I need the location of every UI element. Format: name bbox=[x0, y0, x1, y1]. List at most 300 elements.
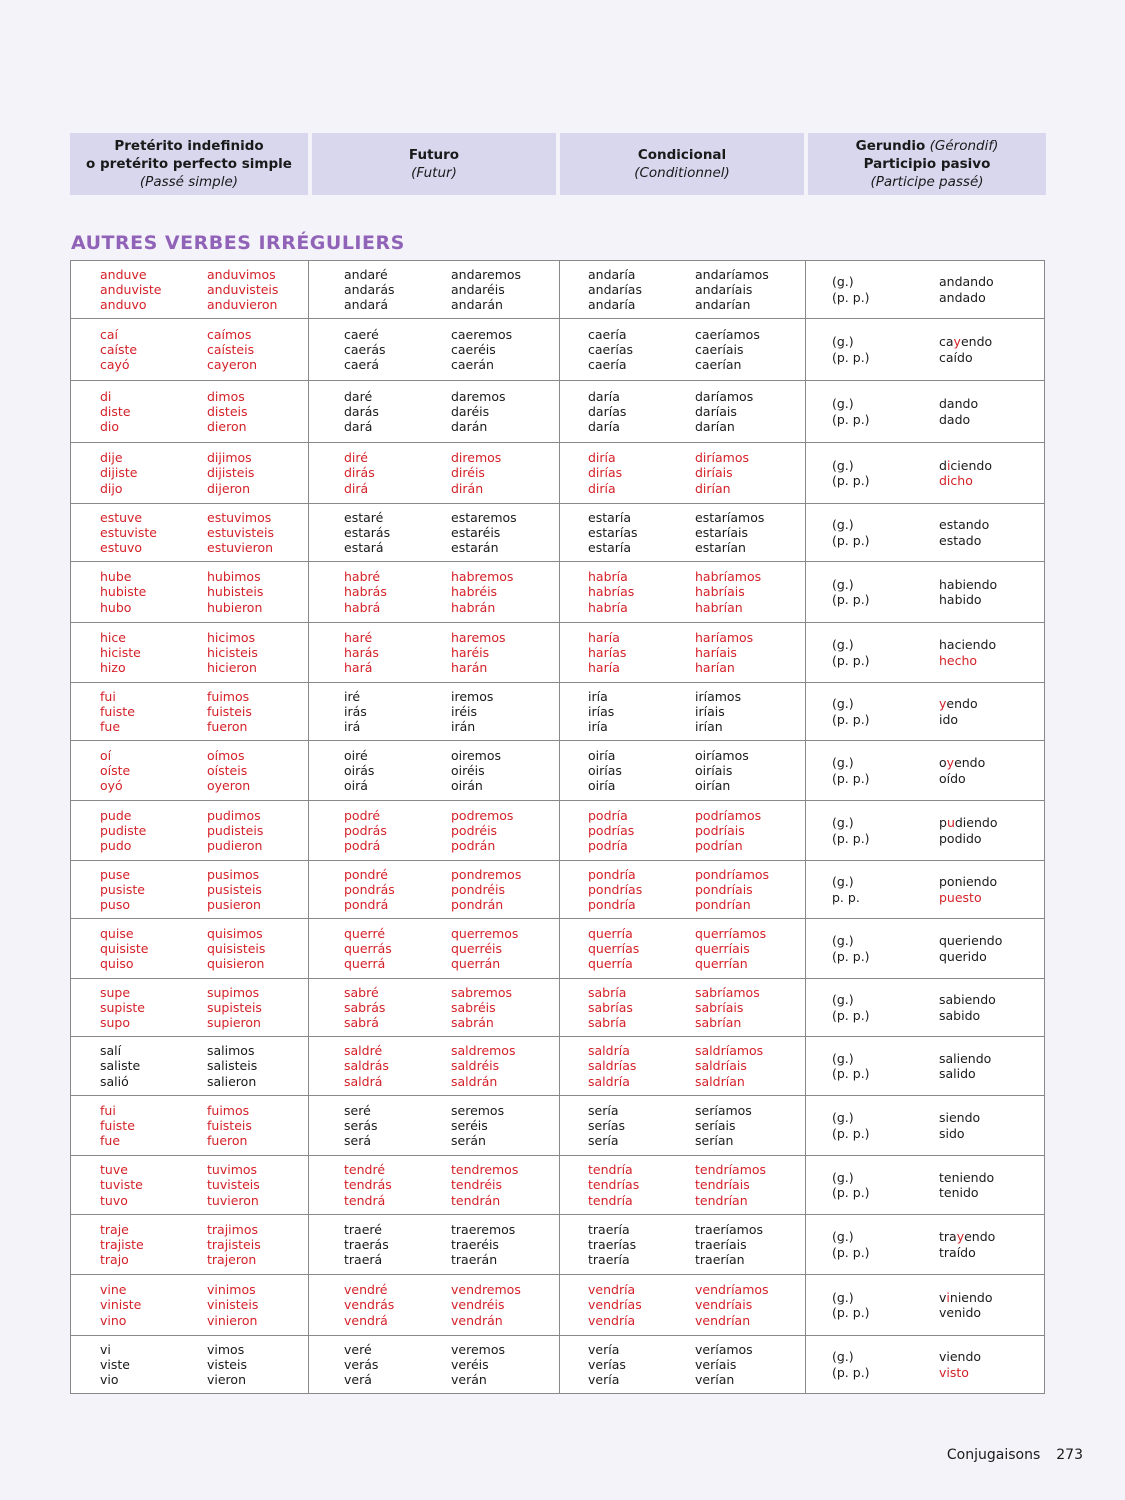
gerundio-form bbox=[939, 1229, 1044, 1244]
conjugated-form: diríais bbox=[695, 465, 733, 481]
conjugated-form: estaremos bbox=[451, 509, 517, 525]
gerundio-participio-cell bbox=[806, 861, 1045, 919]
conjugated-form: caerán bbox=[451, 357, 494, 373]
conjugated-form: daríais bbox=[695, 403, 737, 419]
conjugated-form: oirías bbox=[588, 762, 622, 778]
preterito-cell bbox=[71, 919, 309, 979]
verb-conjugation-table bbox=[70, 260, 1045, 1394]
conjugated-form: seríamos bbox=[695, 1102, 752, 1118]
conjugated-form: pusimos bbox=[207, 866, 260, 882]
conjugated-form: estuvo bbox=[100, 540, 143, 556]
gerundio-form bbox=[939, 458, 1044, 473]
preterito-cell bbox=[71, 443, 309, 504]
header-condicional-line1: Condicional bbox=[637, 147, 727, 163]
conjugated-form: dieron bbox=[207, 419, 247, 435]
conjugated-form: fuisteis bbox=[207, 1117, 252, 1133]
verb-row bbox=[71, 261, 1045, 319]
conjugated-form: estará bbox=[344, 540, 384, 556]
futuro-cell bbox=[309, 1096, 560, 1156]
conjugated-form: traerás bbox=[344, 1236, 389, 1252]
condicional-cell bbox=[560, 443, 806, 504]
conjugated-form: vinimos bbox=[207, 1282, 256, 1298]
gerundio-part: teniendo bbox=[939, 1169, 995, 1185]
gerundio-form bbox=[939, 577, 1044, 592]
conjugated-form: diríamos bbox=[695, 450, 750, 466]
participio-form: habido bbox=[939, 592, 982, 607]
conjugated-form: andaré bbox=[344, 266, 388, 282]
conjugated-form: pondrían bbox=[695, 897, 751, 913]
gerundio-part: haciendo bbox=[939, 637, 997, 653]
conjugated-form: vendríamos bbox=[695, 1282, 769, 1298]
conjugated-form: verá bbox=[344, 1372, 372, 1388]
header-preterito bbox=[70, 133, 308, 195]
gerundio-part: habiendo bbox=[939, 576, 998, 592]
conjugated-form: sabrá bbox=[344, 1015, 379, 1031]
conjugated-form: sabría bbox=[588, 984, 627, 1000]
conjugated-form: viniste bbox=[100, 1297, 142, 1313]
gerundio-participio-cell bbox=[806, 319, 1045, 381]
conjugated-form: verán bbox=[451, 1372, 487, 1388]
gerundio-form bbox=[939, 637, 1044, 652]
futuro-cell bbox=[309, 319, 560, 381]
conjugated-form: vendrán bbox=[451, 1312, 503, 1328]
conjugated-form: fue bbox=[100, 719, 121, 735]
conjugated-form: sabré bbox=[344, 984, 379, 1000]
conjugated-form: iríamos bbox=[695, 688, 742, 704]
verb-row bbox=[71, 919, 1045, 979]
conjugated-form: irán bbox=[451, 719, 476, 735]
participio-label: (p. p.) bbox=[832, 830, 870, 846]
conjugated-form: vinieron bbox=[207, 1312, 258, 1328]
participio-form: podido bbox=[939, 830, 982, 846]
conjugated-form: anduviste bbox=[100, 281, 162, 297]
conjugated-form: diréis bbox=[451, 465, 485, 481]
conjugated-form: supo bbox=[100, 1015, 131, 1031]
conjugated-form: querrán bbox=[451, 956, 501, 972]
conjugated-form: tendré bbox=[344, 1162, 386, 1178]
participio-form: sabido bbox=[939, 1007, 981, 1023]
conjugated-form: sabremos bbox=[451, 984, 512, 1000]
gerundio-participio-cell bbox=[806, 683, 1045, 741]
conjugated-form: pondrás bbox=[344, 881, 395, 897]
gerundio-part: ca bbox=[939, 334, 954, 350]
futuro-cell bbox=[309, 562, 560, 623]
participio-form: estado bbox=[939, 532, 982, 548]
conjugated-form: oiría bbox=[588, 778, 616, 794]
preterito-cell bbox=[71, 801, 309, 861]
conjugated-form: tendremos bbox=[451, 1162, 519, 1178]
gerundio-participio-cell bbox=[806, 261, 1045, 319]
conjugated-form: haríais bbox=[695, 644, 737, 660]
participio-form: querido bbox=[939, 948, 987, 964]
conjugated-form: puse bbox=[100, 866, 131, 882]
conjugated-form: podrían bbox=[695, 838, 743, 854]
gerundio-part: diendo bbox=[954, 815, 998, 831]
conjugated-form: pudimos bbox=[207, 807, 261, 823]
conjugated-form: verás bbox=[344, 1356, 379, 1372]
conjugated-form: habría bbox=[588, 569, 628, 585]
gerundio-part: tra bbox=[939, 1229, 957, 1245]
conjugated-form: oirían bbox=[695, 778, 731, 794]
participio-label: (p. p.) bbox=[832, 711, 870, 727]
preterito-cell bbox=[71, 1215, 309, 1275]
header-gerundio-line1 bbox=[856, 137, 999, 155]
participio-form: dado bbox=[939, 411, 971, 427]
conjugated-form: habríamos bbox=[695, 569, 762, 585]
conjugated-form: pusisteis bbox=[207, 881, 262, 897]
conjugated-form: tendrá bbox=[344, 1192, 386, 1208]
header-futuro-line1: Futuro bbox=[408, 147, 460, 163]
header-gerundio bbox=[808, 133, 1046, 195]
conjugated-form: harás bbox=[344, 644, 379, 660]
condicional-cell bbox=[560, 741, 806, 801]
gerundio-label: (g.) bbox=[832, 576, 854, 592]
table-header bbox=[70, 133, 1046, 195]
participio-form: venido bbox=[939, 1305, 982, 1320]
header-participe-line: (Participe passé) bbox=[870, 174, 984, 190]
gerundio-form bbox=[939, 1051, 1044, 1066]
gerundio-part: ciendo bbox=[950, 457, 992, 473]
conjugated-form: dirías bbox=[588, 465, 623, 481]
conjugated-form: tendrán bbox=[451, 1192, 501, 1208]
gerundio-participio-cell bbox=[806, 381, 1045, 443]
conjugated-form: habremos bbox=[451, 569, 514, 585]
conjugated-form: veremos bbox=[451, 1341, 505, 1357]
conjugated-form: sabrás bbox=[344, 999, 386, 1015]
preterito-cell bbox=[71, 861, 309, 919]
conjugated-form: daréis bbox=[451, 403, 490, 419]
conjugated-form: andaremos bbox=[451, 266, 522, 282]
gerundio-form bbox=[939, 334, 1044, 349]
conjugated-form: saldría bbox=[588, 1043, 630, 1059]
gerundio-label: (g.) bbox=[832, 637, 854, 653]
conjugated-form: haría bbox=[588, 629, 620, 645]
conjugated-form: anduvo bbox=[100, 297, 147, 313]
conjugated-form: caímos bbox=[207, 326, 252, 342]
conjugated-form: quisimos bbox=[207, 925, 263, 941]
conjugated-form: irías bbox=[588, 703, 615, 719]
conjugated-form: querrá bbox=[344, 956, 386, 972]
page-number: 273 bbox=[1056, 1447, 1083, 1463]
condicional-cell bbox=[560, 562, 806, 623]
preterito-cell bbox=[71, 1037, 309, 1096]
participio-label: (p. p.) bbox=[832, 1066, 870, 1081]
verb-row bbox=[71, 1156, 1045, 1215]
conjugated-form: serían bbox=[695, 1133, 734, 1149]
verb-row bbox=[71, 504, 1045, 562]
preterito-cell bbox=[71, 683, 309, 741]
conjugated-form: irás bbox=[344, 703, 367, 719]
conjugated-form: hubiste bbox=[100, 584, 147, 600]
conjugated-form: vendréis bbox=[451, 1297, 505, 1313]
preterito-cell bbox=[71, 1275, 309, 1336]
conjugated-form: oíste bbox=[100, 762, 131, 778]
gerundio-participio-cell bbox=[806, 1275, 1045, 1336]
conjugated-form: habrían bbox=[695, 599, 743, 615]
conjugated-form: tendrías bbox=[588, 1177, 640, 1193]
conjugated-form: daré bbox=[344, 388, 373, 404]
conjugated-form: pudisteis bbox=[207, 822, 264, 838]
conjugated-form: pondré bbox=[344, 866, 388, 882]
gerundio-part: endo bbox=[946, 696, 978, 712]
conjugated-form: dirán bbox=[451, 480, 484, 496]
conjugated-form: dio bbox=[100, 419, 120, 435]
conjugated-form: dije bbox=[100, 450, 123, 466]
conjugated-form: estuvisteis bbox=[207, 524, 274, 540]
conjugated-form: haríamos bbox=[695, 629, 754, 645]
conjugated-form: tuviste bbox=[100, 1177, 143, 1193]
conjugated-form: sabréis bbox=[451, 999, 496, 1015]
conjugated-form: estarían bbox=[695, 540, 746, 556]
gerundio-participio-cell bbox=[806, 979, 1045, 1037]
conjugated-form: traeremos bbox=[451, 1221, 516, 1237]
conjugated-form: habría bbox=[588, 599, 628, 615]
conjugated-form: vendría bbox=[588, 1282, 636, 1298]
conjugated-form: sabría bbox=[588, 1015, 627, 1031]
conjugated-form: oiréis bbox=[451, 762, 485, 778]
preterito-cell bbox=[71, 562, 309, 623]
condicional-cell bbox=[560, 1336, 806, 1394]
preterito-cell bbox=[71, 319, 309, 381]
conjugated-form: seréis bbox=[451, 1117, 488, 1133]
conjugated-form: fuimos bbox=[207, 688, 250, 704]
gerundio-label: (g.) bbox=[832, 755, 854, 771]
participio-form: salido bbox=[939, 1066, 976, 1081]
conjugated-form: salí bbox=[100, 1043, 122, 1059]
conjugated-form: pondría bbox=[588, 866, 636, 882]
gerundio-participio-cell bbox=[806, 504, 1045, 562]
conjugated-form: hubimos bbox=[207, 569, 261, 585]
conjugated-form: quise bbox=[100, 925, 134, 941]
gerundio-form bbox=[939, 396, 1044, 411]
conjugated-form: estarás bbox=[344, 524, 391, 540]
section-title: AUTRES VERBES IRRÉGULIERS bbox=[71, 232, 405, 254]
conjugated-form: dijo bbox=[100, 480, 123, 496]
participio-label: (p. p.) bbox=[832, 1305, 870, 1320]
conjugated-form: iría bbox=[588, 719, 608, 735]
conjugated-form: traerías bbox=[588, 1236, 637, 1252]
gerundio-form bbox=[939, 933, 1044, 948]
condicional-cell bbox=[560, 979, 806, 1037]
verb-row bbox=[71, 1275, 1045, 1336]
conjugated-form: daría bbox=[588, 388, 620, 404]
gerundio-part: y bbox=[956, 1229, 965, 1245]
conjugated-form: hubisteis bbox=[207, 584, 264, 600]
gerundio-label: (g.) bbox=[832, 933, 854, 949]
conjugated-form: supisteis bbox=[207, 999, 262, 1015]
verb-row bbox=[71, 1215, 1045, 1275]
futuro-cell bbox=[309, 861, 560, 919]
conjugated-form: vendremos bbox=[451, 1282, 521, 1298]
conjugated-form: caeremos bbox=[451, 326, 513, 342]
gerundio-form bbox=[939, 755, 1044, 770]
conjugated-form: iremos bbox=[451, 688, 494, 704]
futuro-cell bbox=[309, 1275, 560, 1336]
conjugated-form: querría bbox=[588, 956, 633, 972]
conjugated-form: veréis bbox=[451, 1356, 489, 1372]
conjugated-form: estuviste bbox=[100, 524, 158, 540]
conjugated-form: tendréis bbox=[451, 1177, 502, 1193]
gerundio-label: (g.) bbox=[832, 396, 854, 412]
gerundio-participio-cell bbox=[806, 1096, 1045, 1156]
conjugated-form: trajisteis bbox=[207, 1236, 261, 1252]
conjugated-form: vendré bbox=[344, 1282, 388, 1298]
participio-form: caído bbox=[939, 349, 973, 365]
conjugated-form: pudiste bbox=[100, 822, 147, 838]
conjugated-form: sería bbox=[588, 1133, 619, 1149]
conjugated-form: anduvieron bbox=[207, 297, 278, 313]
participio-label: (p. p.) bbox=[832, 1364, 870, 1380]
verb-row bbox=[71, 801, 1045, 861]
header-preterito-line1: Pretérito indefinido bbox=[114, 138, 264, 154]
conjugated-form: fuiste bbox=[100, 1117, 135, 1133]
futuro-cell bbox=[309, 1215, 560, 1275]
participio-form: tenido bbox=[939, 1185, 979, 1200]
conjugated-form: tendrás bbox=[344, 1177, 392, 1193]
gerundio-part: y bbox=[953, 334, 961, 350]
conjugated-form: sabrías bbox=[588, 999, 633, 1015]
futuro-cell bbox=[309, 381, 560, 443]
conjugated-form: supimos bbox=[207, 984, 260, 1000]
conjugated-form: hubieron bbox=[207, 599, 263, 615]
conjugated-form: dirás bbox=[344, 465, 375, 481]
conjugated-form: podremos bbox=[451, 807, 514, 823]
gerundio-part: i bbox=[946, 1289, 950, 1305]
gerundio-participio-cell bbox=[806, 801, 1045, 861]
conjugated-form: diría bbox=[588, 480, 616, 496]
conjugated-form: supiste bbox=[100, 999, 145, 1015]
conjugated-form: tendrían bbox=[695, 1192, 748, 1208]
conjugated-form: sabríais bbox=[695, 999, 744, 1015]
participio-label: (p. p.) bbox=[832, 532, 870, 548]
conjugated-form: pondremos bbox=[451, 866, 522, 882]
conjugated-form: haréis bbox=[451, 644, 490, 660]
conjugated-form: tendría bbox=[588, 1192, 633, 1208]
participio-label: (p. p.) bbox=[832, 1244, 870, 1260]
conjugated-form: estuvimos bbox=[207, 509, 272, 525]
conjugated-form: iríais bbox=[695, 703, 725, 719]
conjugated-form: querríamos bbox=[695, 925, 767, 941]
conjugated-form: podrías bbox=[588, 822, 635, 838]
conjugated-form: pondréis bbox=[451, 881, 505, 897]
gerundio-label: (g.) bbox=[832, 815, 854, 831]
conjugated-form: tuvimos bbox=[207, 1162, 258, 1178]
conjugated-form: andarías bbox=[588, 281, 642, 297]
conjugated-form: fuimos bbox=[207, 1102, 250, 1118]
participio-form: puesto bbox=[939, 889, 982, 905]
conjugated-form: cayeron bbox=[207, 357, 258, 373]
gerundio-part: u bbox=[946, 815, 955, 831]
participio-form: traído bbox=[939, 1244, 976, 1260]
conjugated-form: caería bbox=[588, 357, 627, 373]
conjugated-form: pude bbox=[100, 807, 132, 823]
conjugated-form: pusiste bbox=[100, 881, 145, 897]
conjugated-form: hiciste bbox=[100, 644, 141, 660]
condicional-cell bbox=[560, 683, 806, 741]
condicional-cell bbox=[560, 1096, 806, 1156]
conjugated-form: oiríamos bbox=[695, 747, 749, 763]
gerundio-part: siendo bbox=[939, 1110, 981, 1126]
conjugated-form: andarás bbox=[344, 281, 395, 297]
conjugated-form: fueron bbox=[207, 719, 248, 735]
gerundio-part: p bbox=[939, 815, 947, 831]
conjugated-form: oiría bbox=[588, 747, 616, 763]
conjugated-form: irá bbox=[344, 719, 361, 735]
gerundio-form bbox=[939, 517, 1044, 532]
conjugated-form: fui bbox=[100, 688, 116, 704]
gerundio-participio-cell bbox=[806, 741, 1045, 801]
conjugated-form: fueron bbox=[207, 1133, 248, 1149]
conjugated-form: oí bbox=[100, 747, 112, 763]
conjugated-form: dimos bbox=[207, 388, 245, 404]
conjugated-form: saldré bbox=[344, 1043, 383, 1059]
condicional-cell bbox=[560, 1156, 806, 1215]
header-futuro bbox=[312, 133, 556, 195]
conjugated-form: trajiste bbox=[100, 1236, 144, 1252]
conjugated-form: oirás bbox=[344, 762, 375, 778]
conjugated-form: harían bbox=[695, 660, 735, 676]
conjugated-form: fue bbox=[100, 1133, 121, 1149]
conjugated-form: puso bbox=[100, 897, 131, 913]
conjugated-form: caerían bbox=[695, 357, 742, 373]
gerundio-form bbox=[939, 1290, 1044, 1305]
conjugated-form: estaríais bbox=[695, 524, 749, 540]
conjugated-form: veríamos bbox=[695, 1341, 753, 1357]
condicional-cell bbox=[560, 261, 806, 319]
conjugated-form: quisieron bbox=[207, 956, 265, 972]
conjugated-form: estuve bbox=[100, 509, 143, 525]
gerundio-part: dando bbox=[939, 396, 979, 412]
conjugated-form: darás bbox=[344, 403, 379, 419]
conjugated-form: podríais bbox=[695, 822, 745, 838]
verb-row bbox=[71, 683, 1045, 741]
conjugated-form: caíste bbox=[100, 341, 138, 357]
conjugated-form: caerás bbox=[344, 341, 386, 357]
conjugated-form: traerían bbox=[695, 1252, 745, 1268]
conjugated-form: dirá bbox=[344, 480, 369, 496]
conjugated-form: seré bbox=[344, 1102, 371, 1118]
gerundio-part: y bbox=[946, 755, 955, 771]
conjugated-form: oyó bbox=[100, 778, 123, 794]
futuro-cell bbox=[309, 919, 560, 979]
gerundio-label: (g.) bbox=[832, 992, 854, 1008]
gerundio-form bbox=[939, 992, 1044, 1007]
gerundio-label: (g.) bbox=[832, 1050, 854, 1066]
conjugated-form: hicimos bbox=[207, 629, 256, 645]
gerundio-participio-cell bbox=[806, 1336, 1045, 1394]
gerundio-part: viendo bbox=[939, 1349, 982, 1365]
conjugated-form: daría bbox=[588, 419, 620, 435]
conjugated-form: andarían bbox=[695, 297, 751, 313]
conjugated-form: quiso bbox=[100, 956, 134, 972]
conjugated-form: habréis bbox=[451, 584, 498, 600]
conjugated-form: traería bbox=[588, 1221, 630, 1237]
conjugated-form: caeríamos bbox=[695, 326, 760, 342]
participio-form: visto bbox=[939, 1364, 969, 1380]
participio-label: (p. p.) bbox=[832, 1185, 870, 1200]
conjugated-form: andaría bbox=[588, 266, 636, 282]
conjugated-form: habríais bbox=[695, 584, 745, 600]
conjugated-form: veríais bbox=[695, 1356, 737, 1372]
conjugated-form: sabrán bbox=[451, 1015, 494, 1031]
participio-form: sido bbox=[939, 1125, 965, 1141]
condicional-cell bbox=[560, 381, 806, 443]
conjugated-form: querrían bbox=[695, 956, 748, 972]
conjugated-form: vi bbox=[100, 1341, 111, 1357]
header-participio-line: Participio pasivo bbox=[863, 156, 991, 172]
conjugated-form: saldrías bbox=[588, 1058, 637, 1074]
conjugated-form: trajimos bbox=[207, 1221, 258, 1237]
